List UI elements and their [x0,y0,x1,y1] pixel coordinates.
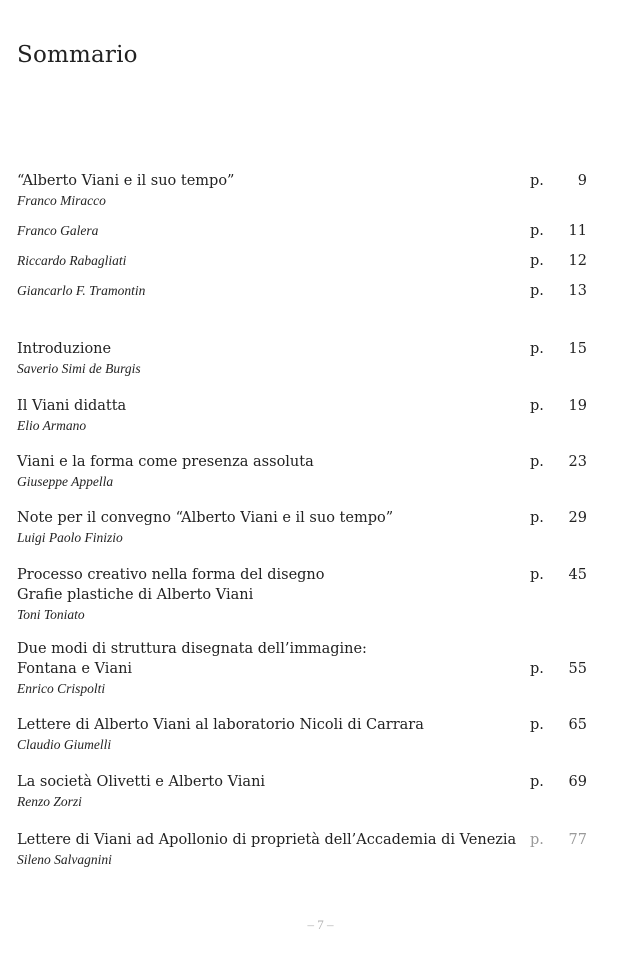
page-reference [530,396,587,416]
toc-entry[interactable] [17,452,587,492]
page-number: 19 [568,398,587,414]
toc-entry-author: Giancarlo F. Tramontin [17,283,146,298]
page-number: 23 [568,454,587,470]
page-reference [530,772,587,792]
toc-entry[interactable] [17,281,587,301]
toc-entry-title: Processo creativo nella forma del disegno [17,567,325,583]
page-number: 15 [568,341,587,357]
page-reference [530,565,587,585]
toc-entry[interactable] [17,508,587,548]
toc-entry[interactable] [17,565,587,625]
toc-entry-author: Enrico Crispolti [17,681,106,696]
page-reference [530,339,587,359]
page-abbreviation: p. [530,173,544,189]
toc-entry[interactable] [17,772,587,812]
page-title: Sommario [17,42,138,68]
folio-page-number: – 7 – [307,917,334,932]
page-abbreviation: p. [530,510,544,526]
toc-entry[interactable] [17,639,587,699]
toc-entry-author: Elio Armano [17,418,87,433]
toc-entry-title: Introduzione [17,341,112,357]
page-number: 11 [568,223,587,239]
page-abbreviation: p. [530,398,544,414]
page-reference [530,281,587,301]
toc-entry[interactable] [17,715,587,755]
page-number: 9 [577,173,587,189]
toc-entry-title: Viani e la forma come presenza assoluta [17,454,314,470]
page-abbreviation: p. [530,454,544,470]
toc-entry-author: Saverio Simi de Burgis [17,361,141,376]
toc-entry-author: Claudio Giumelli [17,737,112,752]
toc-entry-author: Franco Galera [17,223,99,238]
toc-entry[interactable] [17,171,587,211]
toc-entry-title: Il Viani didatta [17,398,127,414]
toc-entry-author: Renzo Zorzi [17,794,82,809]
page-reference [530,715,587,735]
page-abbreviation: p. [530,283,544,299]
toc-entry-author: Franco Miracco [17,193,106,208]
page-abbreviation: p. [530,253,544,269]
page-reference [530,508,587,528]
page-number: 65 [568,717,587,733]
toc-entry-subtitle: Fontana e Viani [17,661,133,677]
toc-entry-title: “Alberto Viani e il suo tempo” [17,173,235,189]
toc-entry[interactable] [17,830,587,870]
page-abbreviation: p. [530,717,544,733]
toc-entry-title: Lettere di Alberto Viani al laboratorio Nicoli di Carrara [17,717,424,733]
toc-entry-subtitle: Grafie plastiche di Alberto Viani [17,587,254,603]
page-abbreviation: p. [530,774,544,790]
page-number: 12 [568,253,587,269]
toc-entry[interactable] [17,251,587,271]
toc-entry[interactable] [17,339,587,379]
page-abbreviation: p. [530,223,544,239]
toc-entry-author: Toni Toniato [17,607,85,622]
page-abbreviation: p. [530,661,544,677]
page-number: 45 [568,567,587,583]
page-number: 69 [568,774,587,790]
page-reference [530,171,587,191]
toc-entry-author: Giuseppe Appella [17,474,114,489]
page-reference [530,251,587,271]
toc-entry[interactable] [17,396,587,436]
toc-entry-title: Lettere di Viani ad Apollonio di proprietà dell’Accademia di Venezia [17,832,517,848]
page-abbreviation: p. [530,832,544,848]
toc-entry-title: La società Olivetti e Alberto Viani [17,774,266,790]
page-number: 55 [568,661,587,677]
page-number: 77 [568,832,587,848]
toc-entry-title: Due modi di struttura disegnata dell’immagine: [17,641,367,657]
page-abbreviation: p. [530,341,544,357]
toc-entry[interactable] [17,221,587,241]
page-number: 29 [568,510,587,526]
toc-entry-title: Note per il convegno “Alberto Viani e il suo tempo” [17,510,394,526]
toc-entry-author: Sileno Salvagnini [17,852,112,867]
toc-entry-author: Luigi Paolo Finizio [17,530,123,545]
page-abbreviation: p. [530,567,544,583]
page-number: 13 [568,283,587,299]
page-reference [530,221,587,241]
page-reference [530,659,587,679]
page-reference [530,452,587,472]
toc-entry-author: Riccardo Rabagliati [17,253,127,268]
page-reference [530,830,587,850]
